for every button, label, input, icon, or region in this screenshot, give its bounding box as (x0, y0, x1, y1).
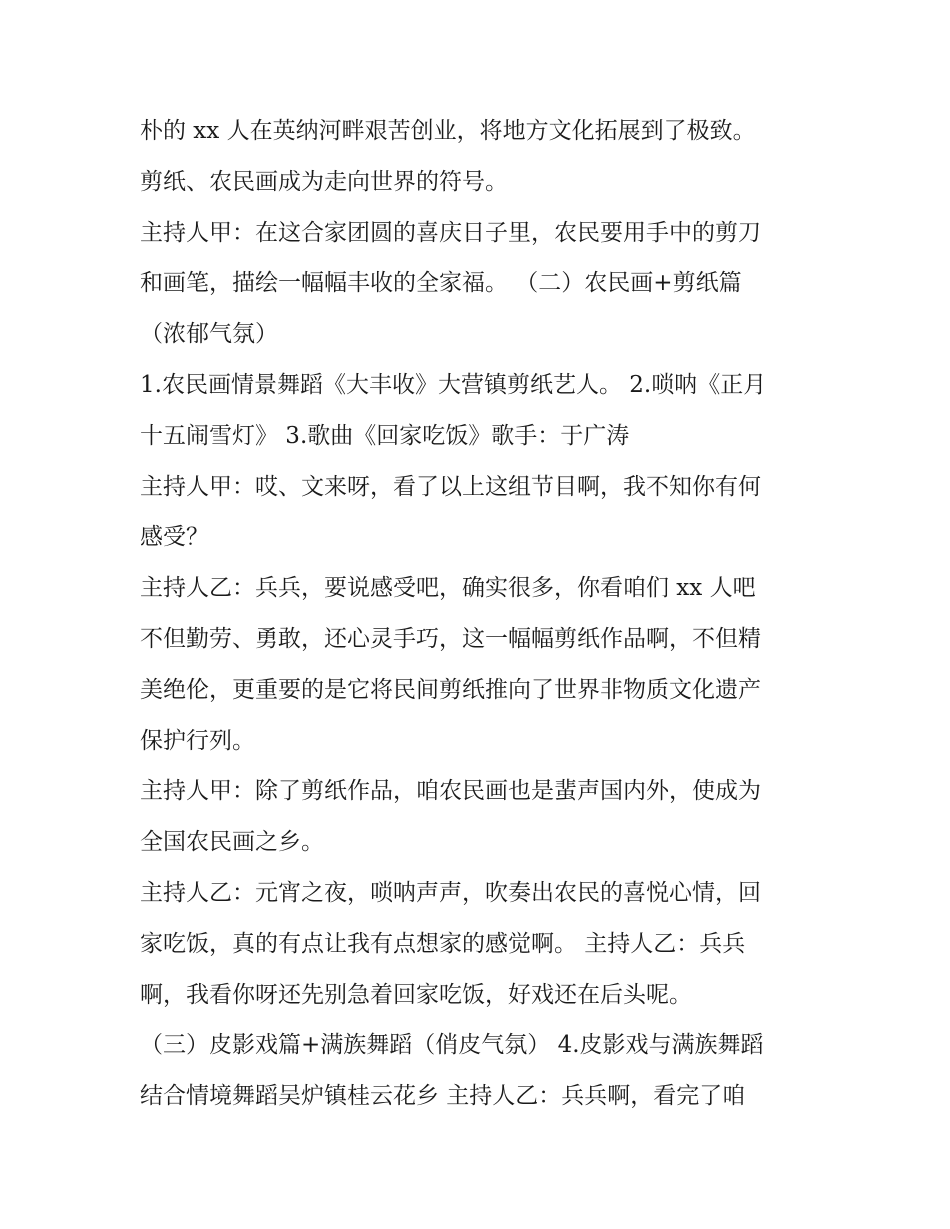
text-line: 感受？ (140, 524, 209, 551)
text-line: 和画笔，描绘一幅幅丰收的全家福。 （二）农民画+剪纸篇 (140, 270, 742, 297)
text-line: 不但勤劳、勇敢，还心灵手巧，这一幅幅剪纸作品啊，不但精 (140, 625, 761, 652)
text-line: 主持人甲：除了剪纸作品，咱农民画也是蜚声国内外，使成为 (140, 778, 761, 805)
text-line: 主持人乙：元宵之夜，唢呐声声，吹奏出农民的喜悦心情，回 (140, 879, 761, 906)
text-line: 十五闹雪灯》 3.歌曲《回家吃饭》歌手：于广涛 (140, 422, 630, 449)
text-line: 主持人甲：在这合家团圆的喜庆日子里，农民要用手中的剪刀 (140, 219, 761, 246)
text-line: 家吃饭，真的有点让我有点想家的感觉啊。 主持人乙：兵兵 (140, 930, 746, 957)
text-line: 结合情境舞蹈吴炉镇桂云花乡 主持人乙：兵兵啊，看完了咱 (140, 1083, 746, 1110)
text-line: 主持人乙：兵兵，要说感受吧，确实很多，你看咱们 xx 人吧 (140, 575, 756, 602)
text-line: 全国农民画之乡。 (140, 829, 324, 856)
text-line: 保护行列。 (140, 727, 255, 754)
text-line: 朴的 xx 人在英纳河畔艰苦创业，将地方文化拓展到了极致。 (140, 118, 756, 144)
text-line: 美绝伦，更重要的是它将民间剪纸推向了世界非物质文化遗产 (140, 676, 761, 703)
text-line: 剪纸、农民画成为走向世界的符号。 (140, 168, 508, 195)
text-line: （浓郁气氛） (140, 321, 278, 348)
text-line: 1.农民画情景舞蹈《大丰收》大营镇剪纸艺人。 2.唢呐《正月 (140, 371, 767, 398)
text-line: （三）皮影戏篇+满族舞蹈（俏皮气氛） 4.皮影戏与满族舞蹈 (140, 1032, 764, 1059)
text-line: 啊，我看你呀还先别急着回家吃饭，好戏还在后头呢。 (140, 981, 692, 1008)
document-body (140, 106, 820, 1122)
text-line: 主持人甲：哎、文来呀，看了以上这组节目啊，我不知你有何 (140, 473, 761, 500)
